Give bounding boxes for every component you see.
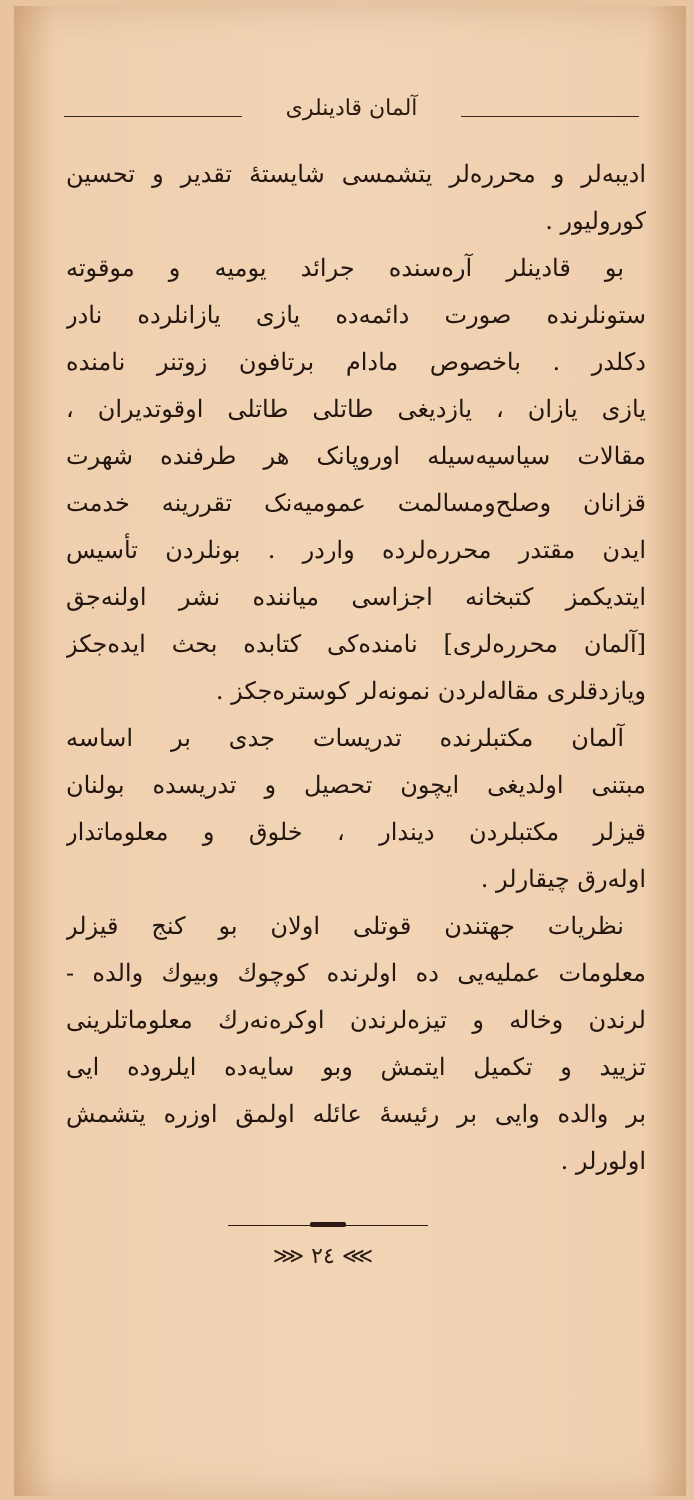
text-line: ایدن مقتدر محرره‌لرده واردر . بونلردن تأسیس — [66, 536, 646, 564]
text-line: ادیبه‌لر و محرره‌لر یتشمسی شایستهٔ تقدیر و تحسین — [66, 160, 646, 188]
text-line: قیزلر مکتبلردن دیندار ، خلوق و معلوماتدار — [66, 818, 646, 846]
book-page — [14, 6, 686, 1496]
text-line: [آلمان محرره‌لری] نامنده‌کی کتابده بحث ایده‌جکز — [66, 630, 646, 658]
text-line: اولورلر . — [560, 1147, 646, 1175]
text-line: نظریات جهتندن قوتلی اولان بو کنج قیزلر — [66, 912, 624, 940]
page-number — [248, 1244, 398, 1269]
body-text — [66, 151, 646, 1185]
header-rule-right — [461, 116, 639, 117]
text-line: تزیید و تکمیل ایتمش وبو سایه‌ده ایلروده ایی — [66, 1053, 646, 1081]
text-line: ستونلرنده صورت دائمه‌ده یازی یازانلرده نادر — [66, 301, 646, 329]
text-line: قزانان وصلح‌ومسالمت عمومیه‌نک تقررینه خدمت — [66, 489, 646, 517]
text-line: مقالات سیاسیه‌سیله اوروپانک هر طرفنده شهرت — [66, 442, 646, 470]
page-number-value: ٢٤ — [311, 1244, 335, 1269]
text-line: لرندن وخاله و تیزه‌لرندن اوکره‌نه‌رك معلوماتلرینی — [66, 1006, 646, 1034]
rule-ornament — [310, 1222, 346, 1227]
text-line: بو قادینلر آره‌سنده جرائد یومیه و موقوته — [66, 254, 624, 282]
running-title: آلمان قادینلری — [285, 96, 418, 121]
running-header — [64, 94, 639, 134]
text-line: کورولیور . — [545, 207, 646, 235]
text-line: دکلدر . باخصوص مادام برتافون زوتنر نامنده — [66, 348, 646, 376]
text-line: ویازدقلری مقاله‌لردن نمونه‌لر کوستره‌جکز . — [215, 677, 646, 705]
text-line: مبتنی اولدیغی ایچون تحصیل و تدریسده بولنان — [66, 771, 646, 799]
text-line: ایتدیکمز کتبخانه اجزاسی میاننده نشر اولنه‌جق — [66, 583, 646, 611]
text-line: آلمان مکتبلرنده تدریسات جدی بر اساسه — [66, 724, 624, 752]
text-line: معلومات عملیه‌یی ده اولرنده کوچوك وبیوك والده - — [66, 959, 646, 987]
right-ornament-icon: ⋘ — [341, 1244, 374, 1269]
text-line: بر والده وایی بر رئیسهٔ عائله اولمق اوزره یتشمش — [66, 1100, 646, 1128]
left-ornament-icon: ⋙ — [272, 1244, 305, 1269]
text-line: اوله‌رق چیقارلر . — [480, 865, 646, 893]
text-line: یازی یازان ، یازدیغی طاتلی طاتلی اوقوتدیران ، — [66, 395, 646, 423]
